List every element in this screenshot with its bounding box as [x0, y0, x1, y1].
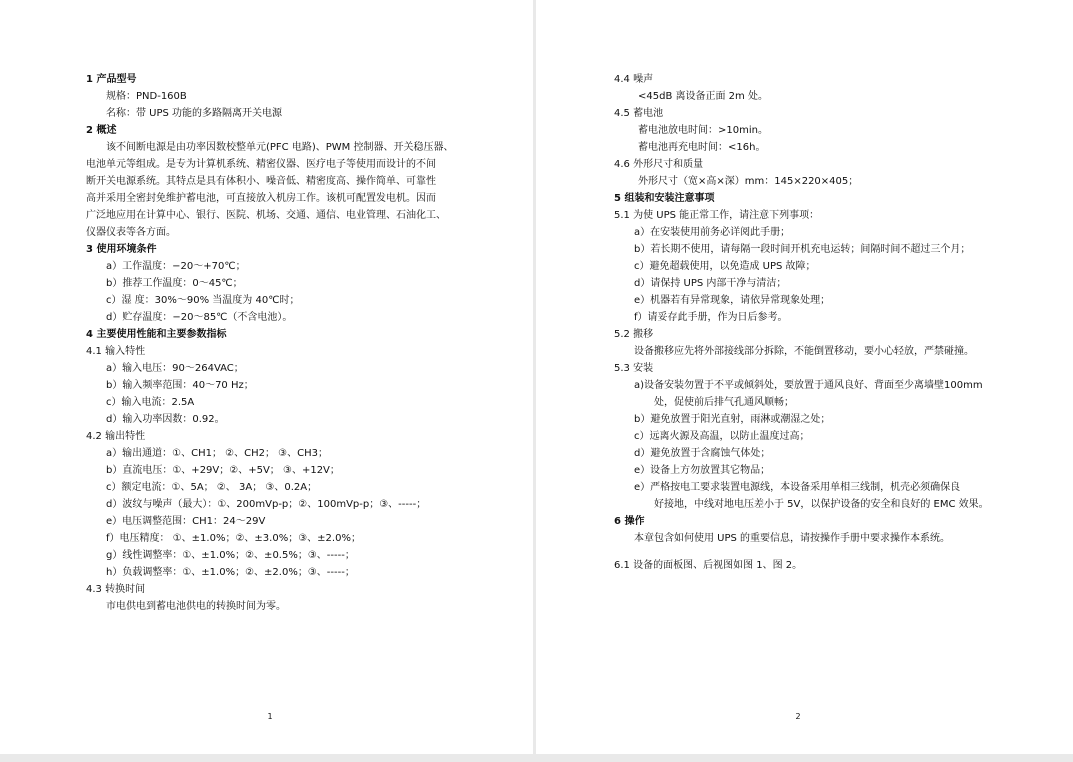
list-item: e）严格按电工要求装置电源线，本设备采用单相三线制，机壳必须确保良: [634, 482, 961, 493]
list-item: c）输入电流：2.5A: [106, 397, 195, 408]
subsection-heading: 4.5 蓄电池: [614, 108, 664, 119]
paragraph-line: 高并采用全密封免维护蓄电池，可直接放入机房工作。该机可配置发电机。因而: [86, 193, 436, 204]
page-number: 1: [267, 712, 273, 721]
section-heading: 2 概述: [86, 125, 117, 136]
spec-line: 规格：PND-160B: [106, 91, 187, 102]
section-heading: 4 主要使用性能和主要参数指标: [86, 329, 227, 340]
list-item: b）输入频率范围：40～70 Hz；: [106, 380, 254, 391]
subsection-heading: 4.6 外形尺寸和质量: [614, 159, 704, 170]
name-line: 名称：带 UPS 功能的多路隔离开关电源: [106, 108, 283, 119]
list-item: a)设备安装勿置于不平或倾斜处，要放置于通风良好、背面至少离墙壁100mm: [634, 380, 983, 391]
paragraph-line: 本章包含如何使用 UPS 的重要信息，请按操作手册中要求操作本系统。: [634, 533, 951, 544]
list-item: b）若长期不使用，请每隔一段时间开机充电运转；间隔时间不超过三个月；: [634, 244, 971, 255]
list-item: e）机器若有异常现象，请依异常现象处理；: [634, 295, 831, 306]
paragraph-line: 市电供电到蓄电池供电的转换时间为零。: [106, 601, 286, 612]
list-item: d）输入功率因数：0.92。: [106, 414, 225, 425]
paragraph-line: 外形尺寸（宽×高×深）mm：145×220×405；: [638, 176, 859, 187]
subsection-heading: 5.2 搬移: [614, 329, 654, 340]
list-item: b）直流电压：①、+29V；②、+5V； ③、+12V；: [106, 465, 340, 476]
paragraph-line: 设备搬移应先将外部接线部分拆除，不能倒置移动，要小心轻放，严禁碰撞。: [634, 346, 974, 357]
list-item-continuation: 处，促使前后排气孔通风顺畅；: [654, 397, 794, 408]
list-item: g）线性调整率：①、±1.0%；②、±0.5%；③、-----；: [106, 550, 355, 561]
section-heading: 5 组装和安装注意事项: [614, 193, 715, 204]
subsection-heading: 5.1 为使 UPS 能正常工作，请注意下列事项：: [614, 210, 820, 221]
page-1: [0, 0, 533, 754]
list-item: h）负载调整率：①、±1.0%；②、±2.0%；③、-----；: [106, 567, 355, 578]
paragraph-line: <45dB 离设备正面 2m 处。: [638, 91, 768, 102]
list-item: d）波纹与噪声（最大）：①、200mVp-p；②、100mVp-p；③、-----；: [106, 499, 427, 510]
list-item: d）避免放置于含腐蚀气体处；: [634, 448, 771, 459]
subsection-heading: 4.2 输出特性: [86, 431, 146, 442]
list-item: f）请妥存此手册，作为日后参考。: [634, 312, 788, 323]
subsection-heading: 4.3 转换时间: [86, 584, 146, 595]
subsection-heading: 4.4 噪声: [614, 74, 654, 85]
list-item: a）工作温度：−20～+70℃；: [106, 261, 246, 272]
paragraph-line: 广泛地应用在计算中心、银行、医院、机场、交通、通信、电业管理、石油化工、: [86, 210, 446, 221]
list-item: e）电压调整范围：CH1：24～29V: [106, 516, 266, 527]
section-heading: 6 操作: [614, 516, 645, 527]
paragraph-line: 电池单元等组成。是专为计算机系统、精密仪器、医疗电子等使用而设计的不间: [86, 159, 436, 170]
list-item: a）输出通道：①、CH1； ②、CH2； ③、CH3；: [106, 448, 328, 459]
section-heading: 3 使用环境条件: [86, 244, 157, 255]
list-item: d）贮存温度：−20～85℃（不含电池）。: [106, 312, 293, 323]
paragraph-line: 断开关电源系统。其特点是具有体积小、噪音低、精密度高、操作简单、可靠性: [86, 176, 436, 187]
list-item: c）湿 度：30%～90% 当温度为 40℃时；: [106, 295, 300, 306]
page-number: 2: [795, 712, 801, 721]
list-item: c）远离火源及高温，以防止温度过高；: [634, 431, 810, 442]
paragraph-line: 蓄电池放电时间：>10min。: [638, 125, 768, 136]
list-item: c）避免超载使用，以免造成 UPS 故障；: [634, 261, 816, 272]
paragraph-line: 仪器仪表等各方面。: [86, 227, 176, 238]
list-item: d）请保持 UPS 内部干净与清洁；: [634, 278, 787, 289]
list-item: a）在安装使用前务必详阅此手册；: [634, 227, 791, 238]
list-item: e）设备上方勿放置其它物品；: [634, 465, 771, 476]
list-item-continuation: 好接地，中线对地电压差小于 5V，以保护设备的安全和良好的 EMC 效果。: [654, 499, 989, 510]
subsection-heading: 4.1 输入特性: [86, 346, 146, 357]
section-heading: 1 产品型号: [86, 74, 137, 85]
list-item: b）避免放置于阳光直射，雨淋或潮湿之处；: [634, 414, 831, 425]
list-item: b）推荐工作温度：0～45℃；: [106, 278, 243, 289]
paragraph-line: 蓄电池再充电时间：<16h。: [638, 142, 766, 153]
list-item: a）输入电压：90～264VAC；: [106, 363, 244, 374]
subsection-heading: 6.1 设备的面板图、后视图如图 1、图 2。: [614, 560, 803, 571]
list-item: f）电压精度： ①、±1.0%；②、±3.0%；③、±2.0%；: [106, 533, 361, 544]
page-2: [536, 0, 1073, 754]
subsection-heading: 5.3 安装: [614, 363, 654, 374]
paragraph-line: 该不间断电源是由功率因数校整单元(PFC 电路)、PWM 控制器、开关稳压器、: [106, 142, 454, 153]
list-item: c）额定电流：①、5A； ②、 3A； ③、0.2A；: [106, 482, 318, 493]
